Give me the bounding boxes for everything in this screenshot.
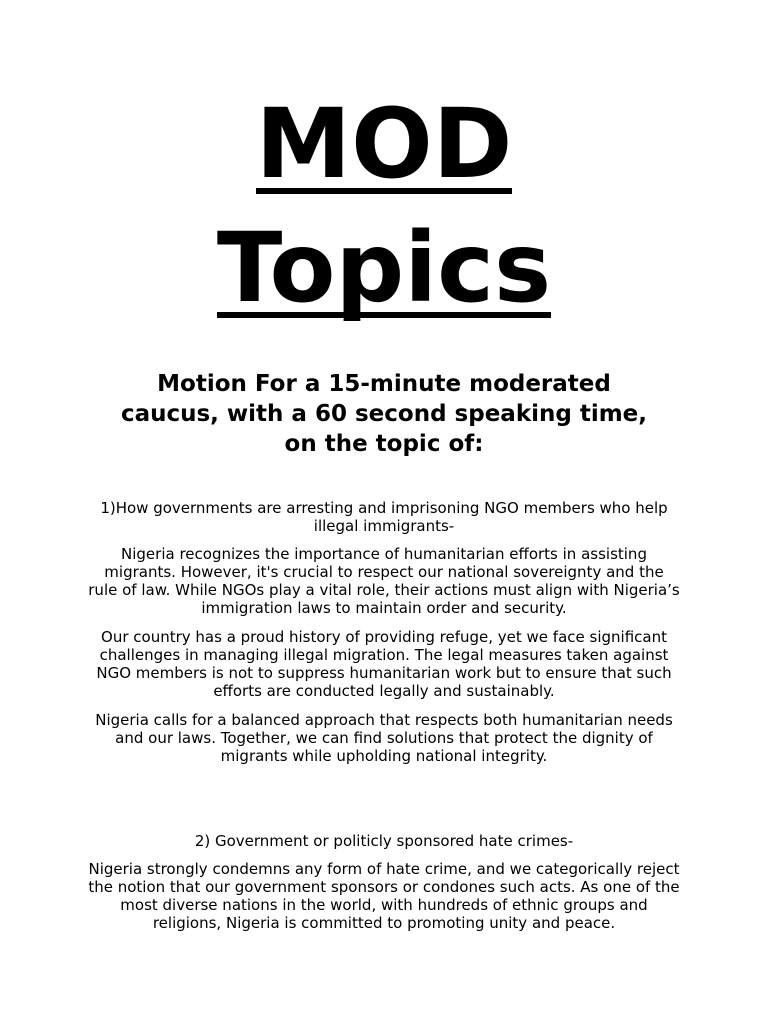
topic-2-question: 2) Government or politicly sponsored hate crimes- xyxy=(194,832,574,850)
title-text-mod: MOD xyxy=(255,88,513,200)
topic-1-paragraph-2: Our country has a proud history of providing refuge, yet we face significant challenges in managing illegal migration. The legal measures taken against NGO members is not to suppress humanitarian work but to ensure that such efforts are conducted legally and sustainably. xyxy=(96,628,672,700)
topic-1-paragraph-1: Nigeria recognizes the importance of humanitarian efforts in assisting migrants. However, it's crucial to respect our national sovereignty and the rule of law. While NGOs play a vital role, their actions must align with Nigeria’s immigration laws to maintain order and security. xyxy=(88,545,680,617)
topic-1-question: 1)How governments are arresting and imprisoning NGO members who help illegal immigrants- xyxy=(100,499,668,535)
topic-1-paragraph-3: Nigeria calls for a balanced approach that respects both humanitarian needs and our laws. Together, we can find solutions that protect the dignity of migrants while upholding national integrity. xyxy=(95,711,673,765)
topic-2-paragraph-1: Nigeria strongly condemns any form of hate crime, and we categorically reject the notion that our government sponsors or condones such acts. As one of the most diverse nations in the world, with hundreds of ethnic groups and religions, Nigeria is committed to promoting unity and peace. xyxy=(88,860,680,932)
motion-heading: Motion For a 15-minute moderated caucus, with a 60 second speaking time, on the topic of: xyxy=(120,371,648,457)
title-line-mod xyxy=(0,88,768,200)
title-text-topics: Topics xyxy=(216,212,552,324)
title-line-topics xyxy=(0,212,768,324)
